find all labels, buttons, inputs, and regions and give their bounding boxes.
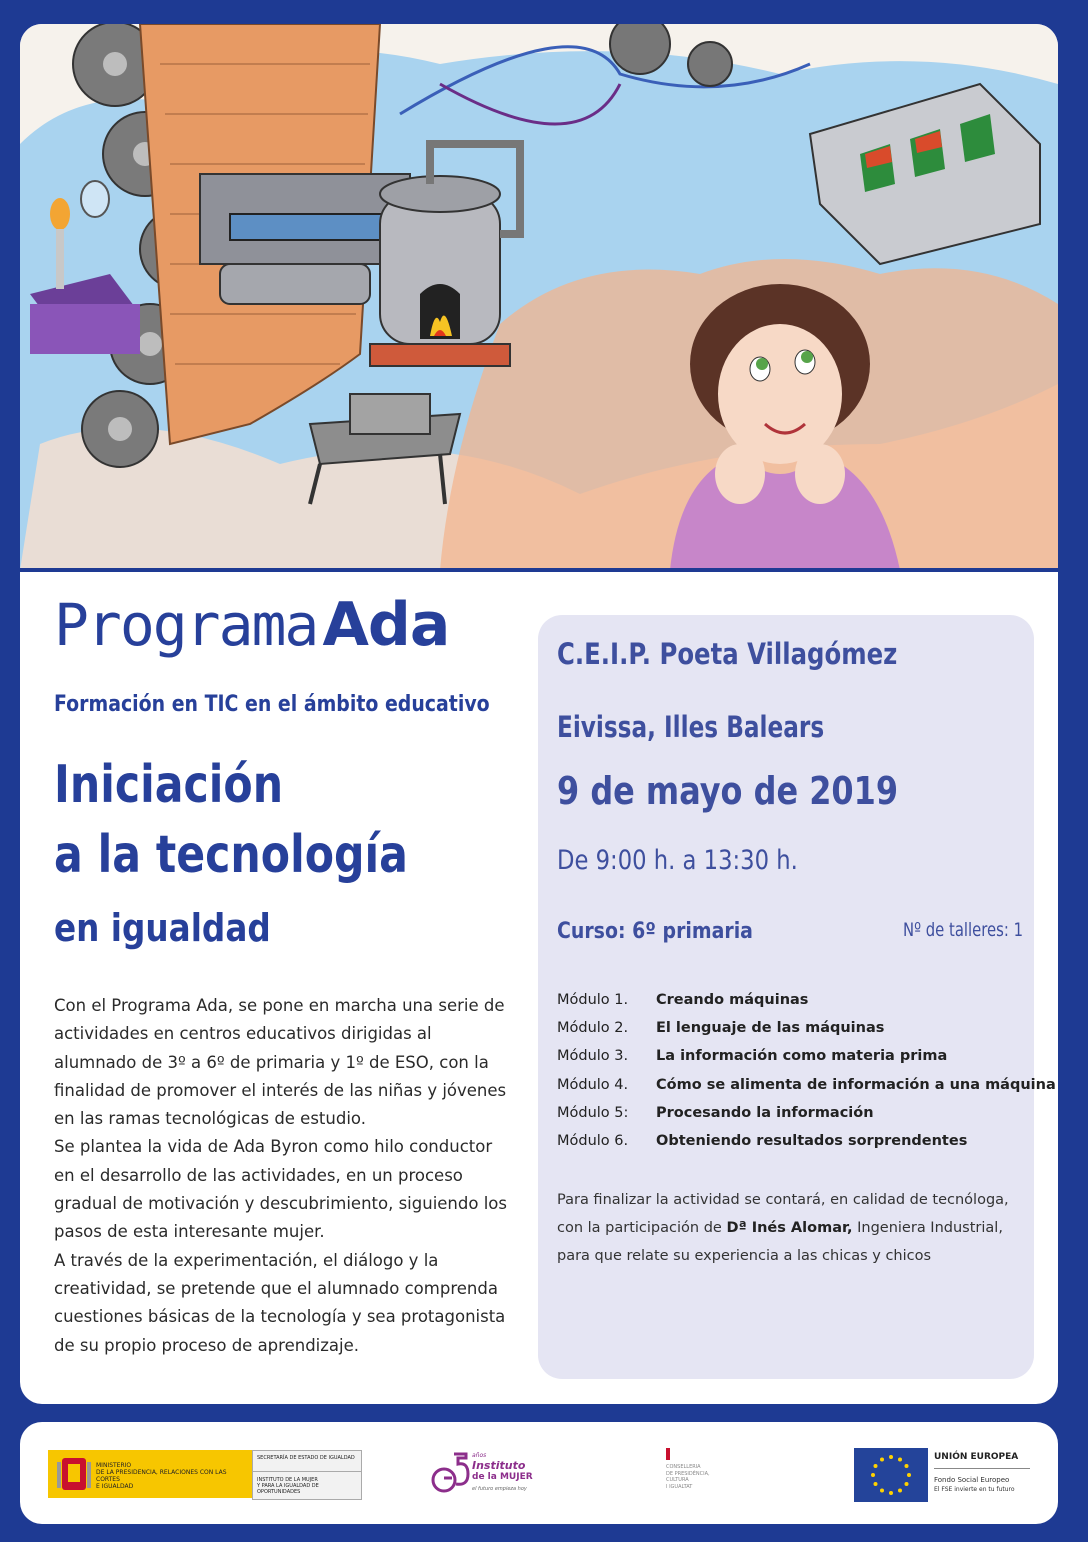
illustration-svg <box>20 24 1058 570</box>
conselleria-line: I IGUALTAT <box>666 1483 693 1490</box>
module-title: Procesando la información <box>656 1105 874 1121</box>
closing-post: Ingeniera Industrial, para que relate su experiencia a las chicas y chicos <box>557 1220 1003 1264</box>
event-date: 9 de mayo de 2019 <box>557 769 899 813</box>
hero-illustration <box>20 24 1058 570</box>
ministry-logo <box>48 1450 252 1498</box>
event-course: Curso: 6º primaria <box>557 919 753 944</box>
module-row <box>557 1048 947 1064</box>
secretaria-box <box>252 1450 362 1500</box>
event-workshops: Nº de talleres: 1 <box>903 919 1024 941</box>
module-row <box>557 1077 1056 1093</box>
conselleria-line: CONSELLERIA <box>666 1464 701 1470</box>
program-title-light: Programa <box>54 591 318 659</box>
speaker-name: Dª Inés Alomar, <box>726 1220 853 1236</box>
description-paragraph: Se plantea la vida de Ada Byron como hilo conductor en el desarrollo de las actividades, en un proceso gradual de motivación y descubrimiento, siguiendo los pasos de esta interesante mujer. <box>54 1137 507 1242</box>
headline-line-1: Iniciación <box>54 755 284 815</box>
conselleria-text <box>666 1464 710 1490</box>
description-paragraph: A través de la experimentación, el diálogo y la creatividad, se pretende que el alumnado comprenda cuestiones básicas de la tecnología y sea protagonista de su propio proceso de aprendizaje. <box>54 1250 506 1355</box>
module-row <box>557 1133 967 1149</box>
module-title: Creando máquinas <box>656 992 809 1008</box>
instituto-name-1: Instituto <box>472 1459 526 1472</box>
instituto-25-icon <box>430 1448 472 1500</box>
instituto-mujer-logo <box>430 1446 550 1502</box>
ministry-line: DE LA PRESIDENCIA, RELACIONES CON LAS CORTES <box>96 1469 227 1483</box>
eu-logo <box>854 1448 1034 1502</box>
module-number: Módulo 1. <box>557 992 629 1008</box>
headline-line-2: a la tecnología <box>54 825 408 885</box>
eu-fund: Fondo Social Europeo <box>934 1476 1010 1484</box>
instituto-years: años <box>472 1452 487 1459</box>
module-row <box>557 1020 884 1036</box>
school-name: C.E.I.P. Poeta Villagómez <box>557 637 898 671</box>
closing-text <box>557 1186 1027 1270</box>
ministry-line: E IGUALDAD <box>96 1483 134 1490</box>
conselleria-line: DE PRESIDÈNCIA, <box>666 1470 710 1477</box>
illustration-divider <box>20 568 1058 572</box>
event-location: Eivissa, Illes Balears <box>557 710 825 744</box>
instituto-box-text <box>257 1477 361 1495</box>
instituto-line: INSTITUTO DE LA MUJER <box>257 1477 318 1483</box>
program-title-bold: Ada <box>322 590 450 660</box>
module-title: El lenguaje de las máquinas <box>656 1020 885 1036</box>
main-card <box>20 24 1058 1404</box>
event-panel <box>538 615 1056 1379</box>
module-row <box>557 1105 874 1121</box>
module-number: Módulo 4. <box>557 1077 629 1093</box>
instituto-tagline: el futuro empieza hoy <box>472 1486 527 1492</box>
coat-of-arms-icon <box>54 1454 94 1494</box>
eu-title: UNIÓN EUROPEA <box>934 1452 1019 1462</box>
program-subtitle: Formación en TIC en el ámbito educativo <box>54 692 490 717</box>
module-number: Módulo 5: <box>557 1105 629 1121</box>
module-number: Módulo 3. <box>557 1048 629 1064</box>
headline-line-3: en igualdad <box>54 906 271 950</box>
module-title: Obteniendo resultados sorprendentes <box>656 1133 968 1149</box>
sponsors-footer <box>20 1422 1058 1524</box>
eu-flag-icon <box>854 1448 928 1502</box>
eu-tagline: El FSE invierte en tu futuro <box>934 1486 1015 1493</box>
instituto-line: Y PARA LA IGUALDAD DE OPORTUNIDADES <box>257 1483 319 1495</box>
module-number: Módulo 6. <box>557 1133 629 1149</box>
program-title <box>54 590 449 660</box>
ministry-line: MINISTERIO <box>96 1462 132 1469</box>
event-time: De 9:00 h. a 13:30 h. <box>557 845 798 876</box>
module-row <box>557 992 808 1008</box>
program-description <box>54 992 516 1360</box>
module-number: Módulo 2. <box>557 1020 629 1036</box>
module-title: Cómo se alimenta de información a una máquina <box>656 1077 1056 1093</box>
conselleria-logo <box>666 1448 746 1500</box>
description-paragraph: Con el Programa Ada, se pone en marcha una serie de actividades en centros educativos dirigidas al alumnado de 3º a 6º de primaria y 1º de ESO, con la finalidad de promover el interés de las niñas y jóvenes en las ramas tecnológicas de estudio. <box>54 996 507 1129</box>
module-title: La información como materia prima <box>656 1048 948 1064</box>
closing-pre: Para finalizar la actividad se contará, en calidad de tecnóloga, con la participación de <box>557 1192 1009 1236</box>
conselleria-line: CULTURA <box>666 1477 689 1483</box>
instituto-name-2: de la MUJER <box>472 1472 533 1482</box>
ministry-text <box>96 1462 252 1490</box>
secretaria-label: SECRETARÍA DE ESTADO DE IGUALDAD <box>257 1455 355 1461</box>
